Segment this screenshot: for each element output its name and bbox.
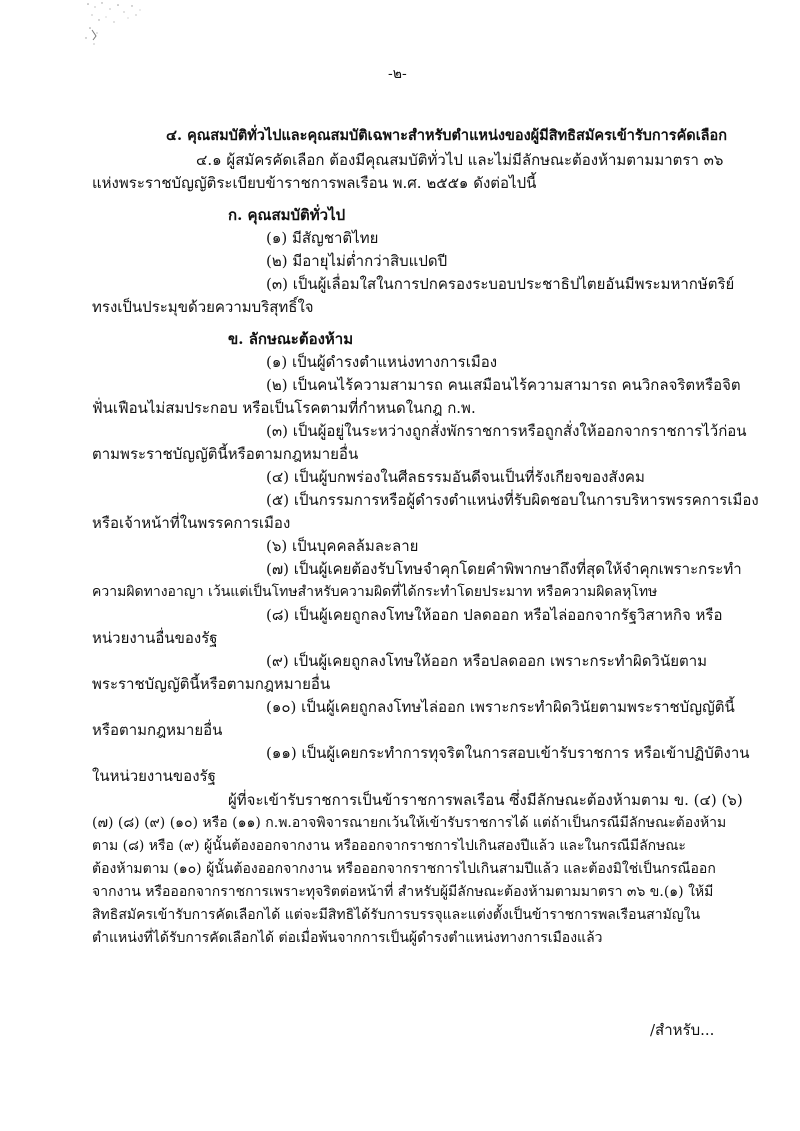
section-a-item-continued: ทรงเป็นประมุขด้วยความบริสุทธิ์ใจ — [92, 298, 314, 316]
closing-paragraph-line: ผู้ที่จะเข้ารับราชการเป็นข้าราชการพลเรือน ซึ่งมีลักษณะต้องห้ามตาม ข. (๔) (๖) — [228, 791, 743, 809]
section-b-title: ข. ลักษณะต้องห้าม — [228, 330, 354, 348]
section-b-item: (๓) เป็นผู้อยู่ในระหว่างถูกสั่งพักราชการหรือถูกสั่งให้ออกจากราชการไว้ก่อน — [266, 422, 747, 440]
section-b-item-continued: ความผิดทางอาญา เว้นแต่เป็นโทษสำหรับความผิดที่ได้กระทำโดยประมาท หรือความผิดลหุโทษ — [92, 584, 658, 600]
scan-speckle-mark — [80, 0, 170, 60]
section-b-item: (๗) เป็นผู้เคยต้องรับโทษจำคุกโดยคำพิพากษาถึงที่สุดให้จำคุกเพราะกระทำ — [266, 560, 742, 578]
section-a-item: (๒) มีอายุไม่ต่ำกว่าสิบแปดปี — [266, 252, 448, 270]
section-b-item-continued: ตามพระราชบัญญัตินี้หรือตามกฎหมายอื่น — [92, 445, 359, 463]
closing-paragraph-line: จากงาน หรือออกจากราชการเพราะทุจริตต่อหน้าที่ สำหรับผู้มีลักษณะต้องห้ามตามมาตรา ๓๖ ข.(๑) ให้มี — [92, 884, 714, 900]
closing-paragraph-line: ตาม (๘) หรือ (๙) ผู้นั้นต้องออกจากงาน หรือออกจากราชการไปเกินสองปีแล้ว และในกรณีมีลักษณะ — [92, 838, 686, 854]
section-b-item: (๘) เป็นผู้เคยถูกลงโทษให้ออก ปลดออก หรือไล่ออกจากรัฐวิสาหกิจ หรือ — [266, 606, 723, 624]
closing-paragraph-line: ตำแหน่งที่ได้รับการคัดเลือกได้ ต่อเมื่อพ้นจากการเป็นผู้ดำรงตำแหน่งทางการเมืองแล้ว — [92, 930, 603, 946]
section-a-item: (๑) มีสัญชาติไทย — [266, 229, 379, 247]
section-b-item-continued: หรือตามกฎหมายอื่น — [92, 721, 223, 739]
closing-paragraph-line: ต้องห้ามตาม (๑๐) ผู้นั้นต้องออกจากงาน หรือออกจากราชการไปเกินสามปีแล้ว และต้องมิใช่เป็นกรณีออก — [92, 861, 716, 877]
intro-line-2: แห่งพระราชบัญญัติระเบียบข้าราชการพลเรือน พ.ศ. ๒๕๕๑ ดังต่อไปนี้ — [92, 174, 537, 192]
section-a-item: (๓) เป็นผู้เลื่อมใสในการปกครองระบอบประชาธิปไตยอันมีพระมหากษัตริย์ — [266, 275, 735, 293]
section-b-item: (๖) เป็นบุคคลล้มละลาย — [266, 537, 419, 555]
section-b-item: (๑) เป็นผู้ดำรงตำแหน่งทางการเมือง — [266, 353, 498, 371]
section-b-item-continued: หรือเจ้าหน้าที่ในพรรคการเมือง — [92, 514, 291, 532]
section-b-item-continued: ฟั่นเฟือนไม่สมประกอบ หรือเป็นโรคตามที่กำหนดในกฎ ก.พ. — [92, 399, 476, 417]
section-b-item-continued: ในหน่วยงานของรัฐ — [92, 767, 216, 785]
section-a-title: ก. คุณสมบัติทั่วไป — [228, 206, 346, 224]
section-b-item-continued: พระราชบัญญัตินี้หรือตามกฎหมายอื่น — [92, 675, 331, 693]
section-b-item: (๒) เป็นคนไร้ความสามารถ คนเสมือนไร้ความสามารถ คนวิกลจริตหรือจิต — [266, 376, 741, 394]
section-b-item: (๑๐) เป็นผู้เคยถูกลงโทษไล่ออก เพราะกระทำผิดวินัยตามพระราชบัญญัตินี้ — [266, 698, 735, 716]
closing-paragraph-line: สิทธิสมัครเข้ารับการคัดเลือกได้ แต่จะมีสิทธิได้รับการบรรจุและแต่งตั้งเป็นข้าราชการพลเรือนสามัญใน — [92, 907, 701, 923]
section-b-item: (๙) เป็นผู้เคยถูกลงโทษให้ออก หรือปลดออก เพราะกระทำผิดวินัยตาม — [266, 652, 708, 670]
section-4-heading: ๔. คุณสมบัติทั่วไปและคุณสมบัติเฉพาะสำหรับตำแหน่งของผู้มีสิทธิสมัครเข้ารับการคัดเลือก — [166, 127, 728, 144]
page-number: -๒- — [388, 66, 407, 82]
section-b-item: (๑๑) เป็นผู้เคยกระทำการทุจริตในการสอบเข้ารับราชการ หรือเข้าปฏิบัติงาน — [266, 744, 750, 762]
section-b-item-continued: หน่วยงานอื่นของรัฐ — [92, 629, 218, 647]
continuation-marker: /สำหรับ... — [650, 1021, 715, 1039]
intro-line-1: ๔.๑ ผู้สมัครคัดเลือก ต้องมีคุณสมบัติทั่วไป และไม่มีลักษณะต้องห้ามตามมาตรา ๓๖ — [196, 151, 724, 169]
section-b-item: (๕) เป็นกรรมการหรือผู้ดำรงตำแหน่งที่รับผิดชอบในการบริหารพรรคการเมือง — [266, 491, 759, 509]
closing-paragraph-line: (๗) (๘) (๙) (๑๐) หรือ (๑๑) ก.พ.อาจพิจารณายกเว้นให้เข้ารับราชการได้ แต่ถ้าเป็นกรณีมีลักษณะต้องห้าม — [92, 815, 727, 831]
section-b-item: (๔) เป็นผู้บกพร่องในศีลธรรมอันดีจนเป็นที่รังเกียจของสังคม — [266, 468, 645, 486]
